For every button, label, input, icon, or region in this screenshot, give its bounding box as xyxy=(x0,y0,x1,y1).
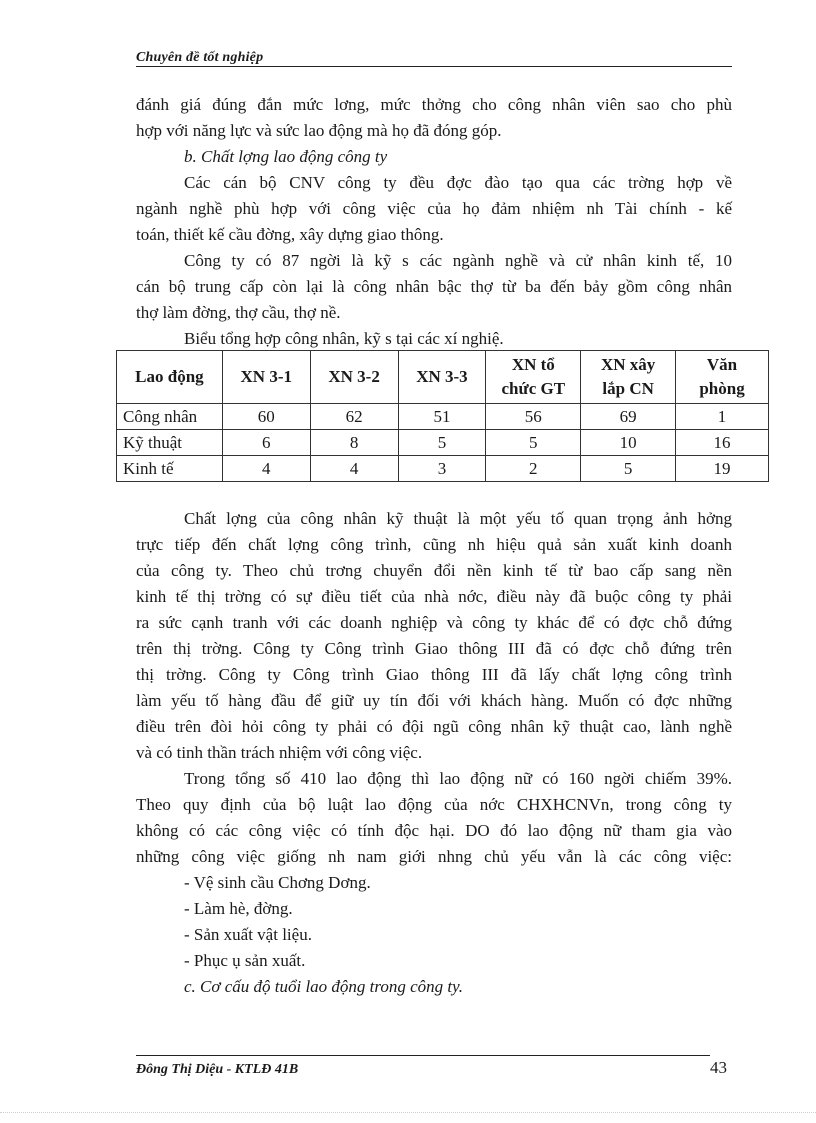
table-cell: 56 xyxy=(486,404,581,430)
table-cell: 19 xyxy=(676,456,769,482)
text-line: của công ty. Theo chủ trơng chuyển đổi nền kinh tế từ bao cấp sang nền xyxy=(136,561,732,580)
table-cell: 16 xyxy=(676,430,769,456)
column-header: XN 3-2 xyxy=(310,351,398,404)
table-row xyxy=(117,430,769,456)
table-cell: 5 xyxy=(486,430,581,456)
table-cell: 51 xyxy=(398,404,486,430)
table-row xyxy=(117,456,769,482)
text-line: kinh tế thị trờng có sự điều tiết của nhà nớc, điều này đã buộc công ty phải xyxy=(136,587,732,606)
text-line: trên thị trờng. Công ty Công trình Giao thông III đã có đợc chỗ đứng trên xyxy=(136,639,732,658)
table-cell: 2 xyxy=(486,456,581,482)
column-header: XN 3-1 xyxy=(222,351,310,404)
table-cell: 60 xyxy=(222,404,310,430)
text-line: cán bộ trung cấp còn lại là công nhân bậc thợ từ ba đến bảy gồm công nhân xyxy=(136,277,732,296)
text-line: những công việc giống nh nam giới nhng chủ yếu vẫn là các công việc: xyxy=(136,847,732,866)
page-header-title: Chuyên đề tốt nghiệp xyxy=(136,50,264,65)
text-line: ra sức cạnh tranh với các doanh nghiệp và công ty khác để có đợc chỗ đứng xyxy=(136,613,732,632)
subheading-c: c. Cơ cấu độ tuổi lao động trong công ty. xyxy=(184,977,464,996)
column-header: XN tổ chức GT xyxy=(486,351,581,404)
table-cell: 69 xyxy=(581,404,676,430)
table-header-row xyxy=(117,351,769,404)
text-line: toán, thiết kế cầu đờng, xây dựng giao thông. xyxy=(136,225,444,244)
text-line: Công ty có 87 ngời là kỹ s các ngành nghề và cử nhân kinh tế, 10 xyxy=(184,251,732,270)
text-line: Chất lợng của công nhân kỹ thuật là một yếu tố quan trọng ảnh hởng xyxy=(184,509,732,528)
page-number: 43 xyxy=(710,1058,727,1077)
row-label: Kinh tế xyxy=(117,456,223,482)
footer-rule xyxy=(136,1055,710,1056)
table-row xyxy=(117,404,769,430)
column-header: Văn phòng xyxy=(676,351,769,404)
list-item: - Làm hè, đờng. xyxy=(184,899,293,918)
list-item: - Vệ sinh cầu Chơng Dơng. xyxy=(184,873,371,892)
list-item: - Sản xuất vật liệu. xyxy=(184,925,312,944)
list-item: - Phục ụ sản xuất. xyxy=(184,951,306,970)
table-cell: 6 xyxy=(222,430,310,456)
text-line: và có tinh thần trách nhiệm với công việc. xyxy=(136,743,423,762)
text-line: không có các công việc có tính độc hại. DO đó lao động nữ tham gia vào xyxy=(136,821,732,840)
text-line: làm yếu tố hàng đầu để giữ uy tín đối với khách hàng. Muốn có đợc những xyxy=(136,691,732,710)
text-line: Theo quy định của bộ luật lao động của nớc CHXHCNVn, trong công ty xyxy=(136,795,732,814)
table-caption: Biểu tổng hợp công nhân, kỹ s tại các xí nghiệ. xyxy=(184,329,504,348)
row-label: Kỹ thuật xyxy=(117,430,223,456)
text-line: ngành nghề phù hợp với công việc của họ đảm nhiệm nh Tài chính - kế xyxy=(136,199,732,218)
text-line: thị trờng. Công ty Công trình Giao thông III đã lấy chất lợng công trình xyxy=(136,665,732,684)
table-cell: 10 xyxy=(581,430,676,456)
worker-summary-table xyxy=(116,350,769,482)
text-line: đánh giá đúng đắn mức lơng, mức thởng cho công nhân viên sao cho phù xyxy=(136,95,732,114)
column-header: XN 3-3 xyxy=(398,351,486,404)
footer-author: Đông Thị Diệu - KTLĐ 41B xyxy=(136,1062,299,1077)
table-cell: 5 xyxy=(398,430,486,456)
header-rule xyxy=(136,66,732,67)
column-header: XN xây lắp CN xyxy=(581,351,676,404)
row-label: Công nhân xyxy=(117,404,223,430)
text-line: trực tiếp đến chất lợng công trình, cũng nh hiệu quả sản xuất kinh doanh xyxy=(136,535,732,554)
table-cell: 5 xyxy=(581,456,676,482)
text-line: hợp với năng lực và sức lao động mà họ đã đóng góp. xyxy=(136,121,502,140)
page-edge-divider xyxy=(0,1112,816,1113)
text-line: điều trên đòi hỏi công ty phải có đội ngũ công nhân kỹ thuật cao, lành nghề xyxy=(136,717,732,736)
text-line: Trong tổng số 410 lao động thì lao động nữ có 160 ngời chiếm 39%. xyxy=(184,769,732,788)
subheading-b: b. Chất lợng lao động công ty xyxy=(184,147,388,166)
table-cell: 4 xyxy=(310,456,398,482)
text-line: Các cán bộ CNV công ty đều đợc đào tạo qua các trờng hợp về xyxy=(184,173,732,192)
table-cell: 4 xyxy=(222,456,310,482)
body-top xyxy=(136,92,732,352)
table-cell: 3 xyxy=(398,456,486,482)
table-cell: 1 xyxy=(676,404,769,430)
column-header: Lao động xyxy=(117,351,223,404)
text-line: thợ làm đờng, thợ cầu, thợ nề. xyxy=(136,303,341,322)
table-cell: 8 xyxy=(310,430,398,456)
table-cell: 62 xyxy=(310,404,398,430)
body-bottom xyxy=(136,506,732,1000)
